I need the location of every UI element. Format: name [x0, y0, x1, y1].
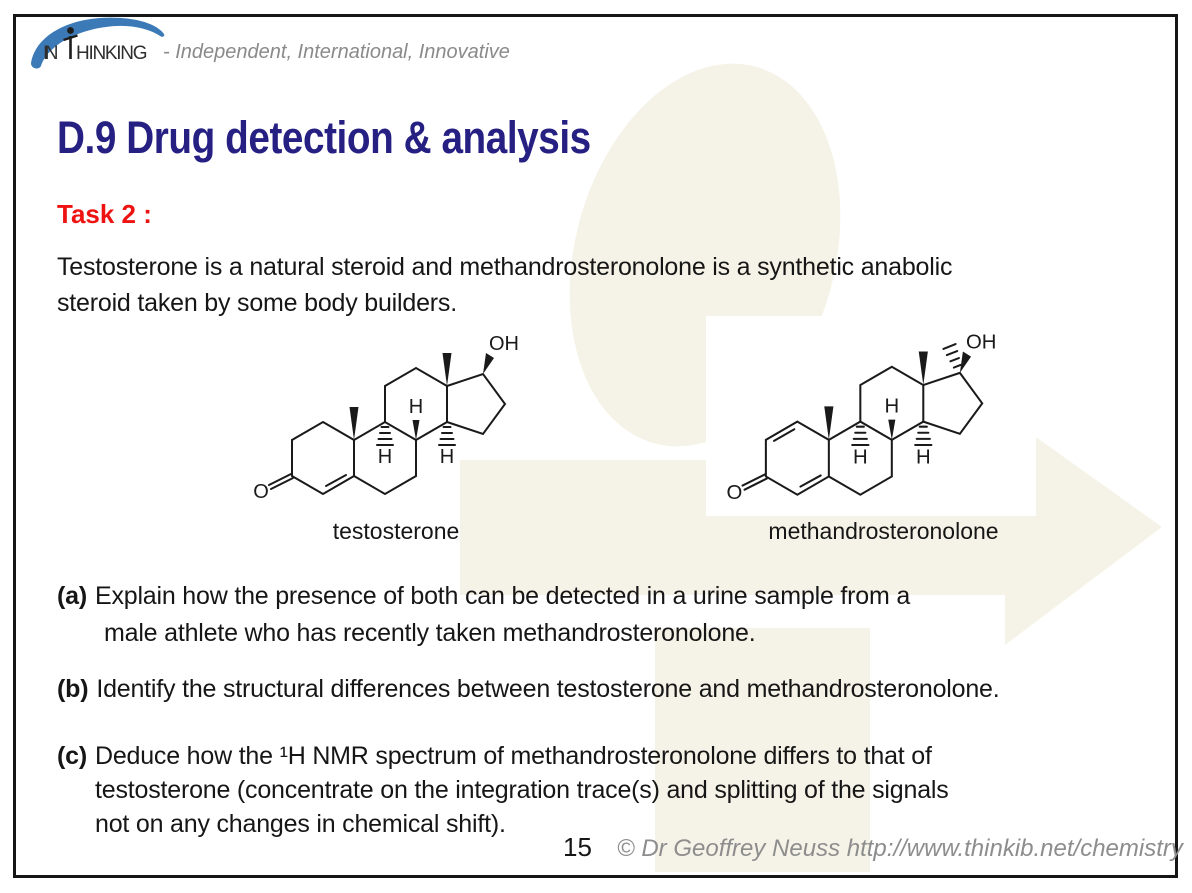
structure-caption-methandrosteronolone: methandrosteronolone — [768, 518, 999, 544]
hash-wedge-c14 — [439, 427, 455, 445]
intro-paragraph — [57, 249, 952, 321]
atom-h-c14: H — [915, 446, 931, 469]
logo-text-in: IN — [43, 43, 59, 64]
question-a — [57, 578, 910, 652]
methandrosteronolone-structure — [709, 318, 1034, 511]
question-b-line-1: Identify the structural differences between testosterone and methandrosteronolone. — [96, 675, 1000, 703]
atom-oh: OH — [489, 333, 519, 355]
intro-line-1: Testosterone is a natural steroid and methandrosteronolone is a synthetic anabolic — [57, 253, 953, 281]
question-c-line-2: testosterone (concentrate on the integration trace(s) and splitting of the signals — [95, 776, 949, 804]
question-b-label: (b) — [57, 675, 89, 703]
question-a-line-1: Explain how the presence of both can be detected in a urine sample from a — [94, 582, 911, 610]
methyl-wedge-c13 — [919, 352, 928, 386]
question-c-label: (c) — [57, 742, 87, 770]
logo-tagline: - Independent, International, Innovative — [163, 41, 510, 63]
question-a-label: (a) — [57, 582, 87, 610]
methyl-wedge-c10 — [350, 407, 359, 440]
testosterone-structure — [236, 320, 556, 510]
atom-h-c14: H — [439, 446, 455, 468]
structure-caption-testosterone: testosterone — [332, 518, 460, 544]
question-c — [57, 739, 949, 841]
question-b — [57, 672, 999, 706]
question-a-line-2: male athlete who has recently taken methandrosteronolone. — [104, 619, 756, 647]
atom-o: O — [253, 481, 269, 503]
hash-wedge-c14 — [915, 427, 931, 445]
atom-h-c9: H — [852, 446, 868, 469]
h-wedge-c8 — [413, 420, 420, 440]
hash-wedge-c17-methyl — [943, 344, 960, 368]
methyl-wedge-c13 — [443, 353, 452, 386]
methyl-wedge-c10 — [824, 406, 833, 440]
atom-oh: OH — [965, 331, 997, 354]
hash-wedge-c9 — [377, 427, 393, 445]
atom-o: O — [726, 481, 743, 504]
oh-wedge-c17 — [960, 352, 971, 373]
oh-wedge-c17 — [483, 353, 494, 374]
copyright-text: © Dr Geoffrey Neuss http://www.thinkib.net/chemistry — [617, 835, 1183, 862]
question-c-line-3: not on any changes in chemical shift). — [95, 810, 506, 838]
logo-text-hinking: HINKING — [76, 43, 148, 64]
h-wedge-c8 — [888, 420, 895, 440]
intro-line-2: steroid taken by some body builders. — [57, 289, 457, 317]
question-c-line-1: Deduce how the ¹H NMR spectrum of methandrosteronolone differs to that of — [94, 742, 932, 770]
page-title: D.9 Drug detection & analysis — [57, 112, 591, 163]
atom-h-c8: H — [884, 395, 900, 418]
atom-h-c8: H — [408, 396, 424, 418]
task-label: Task 2 : — [57, 199, 152, 229]
atom-h-c9: H — [377, 446, 393, 468]
hash-wedge-c9 — [852, 427, 868, 445]
page-number: 15 — [563, 832, 592, 862]
